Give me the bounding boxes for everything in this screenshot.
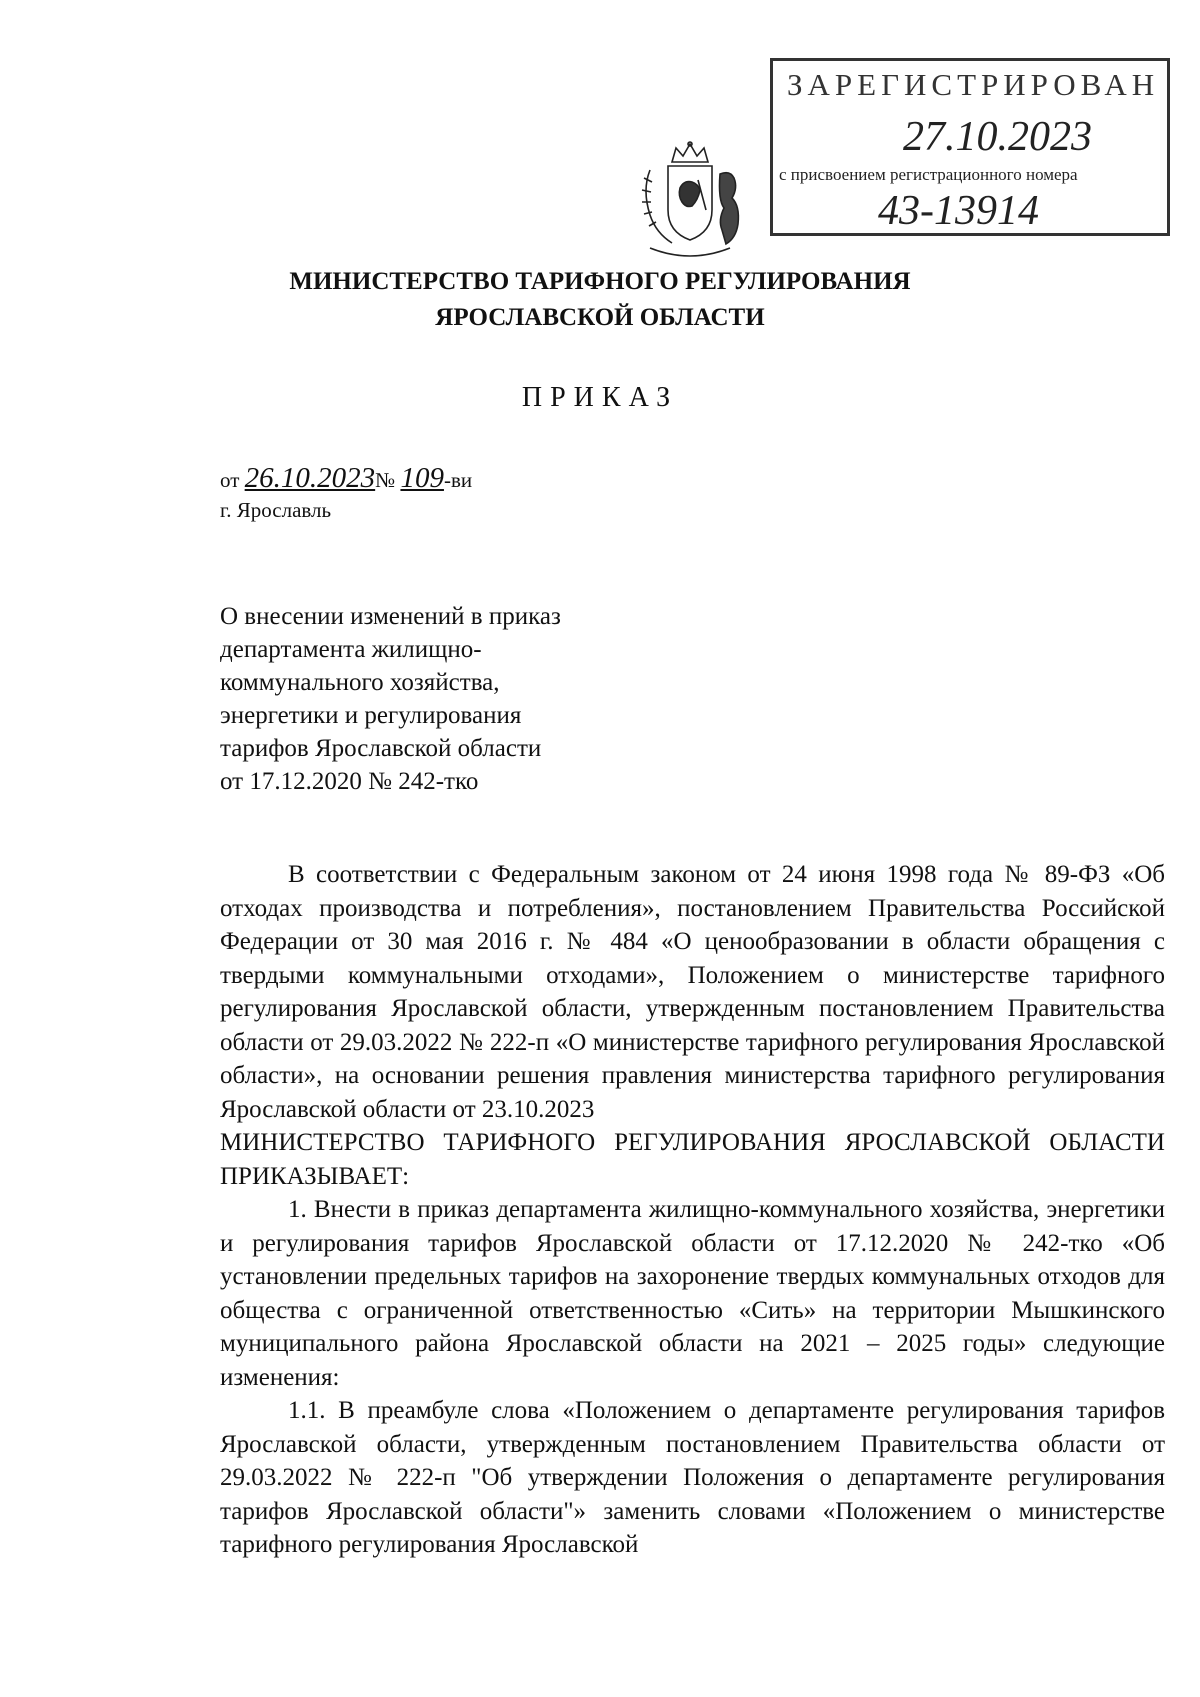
subject-line: департамента жилищно- [220,636,482,663]
ministry-name-line1: МИНИСТЕРСТВО ТАРИФНОГО РЕГУЛИРОВАНИЯ [289,268,911,295]
number-suffix: -ви [443,468,473,492]
item-1-paragraph: 1. Внести в приказ департамента жилищно-коммунального хозяйства, энергетики и регулирования тарифов Ярославской области от 17.12.2020 № 242-тко «Об установлении предельных тарифов на захоронение твердых коммунальных отходов для общества с ограниченной ответственностью «Сить» на территории Мышкинского муниципального района Ярославской области на 2021 – 2025 годы» следующие изменения: [220,1196,1165,1391]
city: г. Ярославль [220,498,332,522]
ministry-name-line2: ЯРОСЛАВСКОЙ ОБЛАСТИ [435,304,765,331]
order-date: 26.10.2023 [244,462,376,494]
yaroslavl-coat-of-arms-icon [620,140,760,265]
subject-line: от 17.12.2020 № 242-тко [220,768,479,795]
subject-line: тарифов Ярославской области [220,735,542,762]
order-body [220,858,1165,1562]
stamp-date: 27.10.2023 [903,114,1092,160]
registration-stamp [770,58,1170,236]
preamble-paragraph: В соответствии с Федеральным законом от 24 июня 1998 года № 89-ФЗ «Об отходах производства и потребления», постановлением Правительства Российской Федерации от 30 мая 2016 г. № 484 «О ценообразовании в области обращения с твердыми коммунальными отходами», Положением о министерстве тарифного регулирования Ярославской области, утвержденным постановлением Правительства области от 29.03.2022 № 222-п «О министерстве тарифного регулирования Ярославской области», на основании решения правления министерства тарифного регулирования Ярославской области от 23.10.2023 [220,861,1165,1123]
order-subject [220,600,620,798]
subject-line: энергетики и регулирования [220,702,522,729]
document-type: ПРИКАЗ [521,382,679,413]
stamp-number: 43-13914 [878,188,1039,234]
order-number: 109 [400,462,444,494]
subject-line: О внесении изменений в приказ [220,603,561,630]
subject-line: коммунального хозяйства, [220,669,500,696]
item-1-1-paragraph: 1.1. В преамбуле слова «Положением о департаменте регулирования тарифов Ярославской области, утвержденным постановлением Правительства области от 29.03.2022 № 222-п "Об утверждении Положения о департаменте регулирования тарифов Ярославской области"» заменить словами «Положением о министерстве тарифного регулирования Ярославской [220,1397,1165,1558]
number-prefix: № [375,468,396,492]
order-date-number [220,462,472,495]
stamp-title: ЗАРЕГИСТРИРОВАН [787,67,1160,102]
orders-paragraph: МИНИСТЕРСТВО ТАРИФНОГО РЕГУЛИРОВАНИЯ ЯРОСЛАВСКОЙ ОБЛАСТИ ПРИКАЗЫВАЕТ: [220,1129,1165,1190]
date-prefix: от [220,468,240,492]
stamp-subtitle: с присвоением регистрационного номера [779,165,1078,184]
